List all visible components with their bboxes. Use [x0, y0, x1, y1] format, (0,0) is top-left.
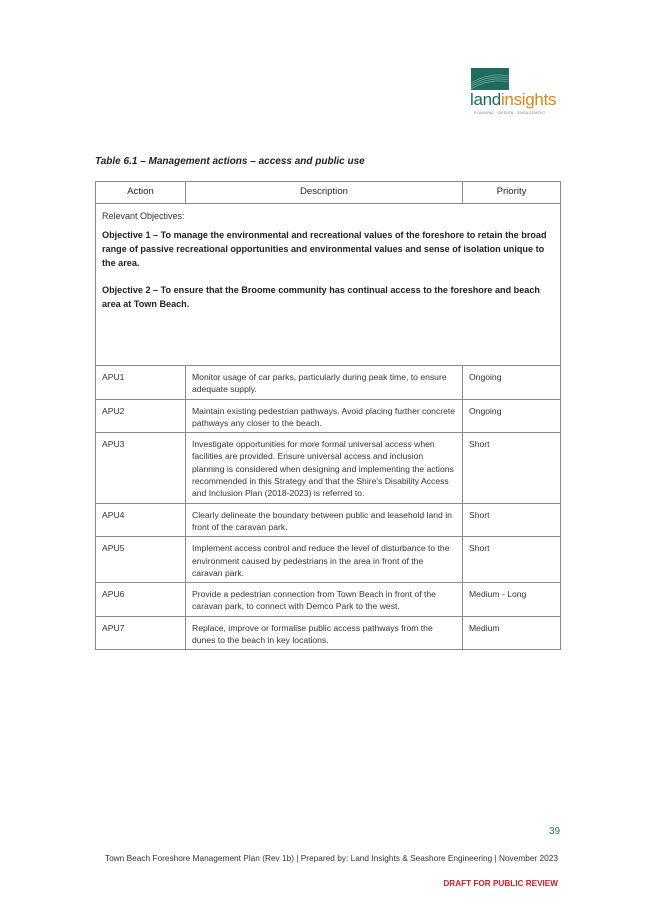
page-footer: Town Beach Foreshore Management Plan (Rev 1b) | Prepared by: Land Insights & Seashore Engineering | November 2023	[104, 853, 558, 863]
action-cell: APU1	[96, 366, 186, 400]
objective-2: Objective 2 – To ensure that the Broome community has continual access to the foreshore and beach area at Town Beach.	[102, 285, 540, 310]
description-cell: Maintain existing pedestrian pathways. Avoid placing further concrete pathways any closer to the beach.	[186, 399, 463, 433]
action-cell: APU7	[96, 616, 186, 650]
logo-wave-icon	[471, 68, 509, 90]
objectives-row	[96, 204, 561, 366]
description-cell: Replace, improve or formalise public access pathways from the dunes to the beach in key locations.	[186, 616, 463, 650]
table-header-row	[96, 182, 561, 204]
priority-cell: Medium	[463, 616, 561, 650]
priority-cell: Ongoing	[463, 366, 561, 400]
table-row	[96, 537, 561, 583]
draft-notice: DRAFT FOR PUBLIC REVIEW	[443, 879, 558, 888]
header-priority: Priority	[463, 182, 561, 204]
land-insights-logo	[468, 68, 564, 118]
objectives-cell	[96, 204, 561, 366]
description-cell: Clearly delineate the boundary between public and leasehold land in front of the caravan park.	[186, 503, 463, 537]
description-cell: Provide a pedestrian connection from Town Beach in front of the caravan park, to connect with Demco Park to the west.	[186, 583, 463, 617]
management-actions-table	[95, 181, 561, 650]
objective-1: Objective 1 – To manage the environmental and recreational values of the foreshore to retain the broad range of passive recreational opportunities and environmental values and sense of isolation unique to the area.	[102, 230, 547, 269]
priority-cell: Ongoing	[463, 399, 561, 433]
logo-tagline: PLANNING · DESIGN · ENGAGEMENT	[474, 111, 546, 115]
action-cell: APU3	[96, 433, 186, 503]
table-row	[96, 616, 561, 650]
objectives-label: Relevant Objectives:	[102, 211, 185, 221]
table-row	[96, 366, 561, 400]
priority-cell: Short	[463, 537, 561, 583]
logo-land-text: land	[470, 90, 501, 109]
table-row	[96, 583, 561, 617]
logo-insights-text: insights	[500, 90, 557, 109]
priority-cell: Medium - Long	[463, 583, 561, 617]
table-caption: Table 6.1 – Management actions – access and public use	[95, 156, 365, 167]
priority-cell: Short	[463, 503, 561, 537]
description-cell: Investigate opportunities for more formal universal access when facilities are provided. Ensure universal access and inclusion planning is considered when designing and implementing the actions recommended in this Strategy and that the Shire's Disability Access and Inclusion Plan (2018-2023) is referred to.	[186, 433, 463, 503]
table-row	[96, 433, 561, 503]
table-row	[96, 503, 561, 537]
priority-cell: Short	[463, 433, 561, 503]
page-number: 39	[549, 826, 561, 837]
table-row	[96, 399, 561, 433]
action-cell: APU6	[96, 583, 186, 617]
action-cell: APU2	[96, 399, 186, 433]
header-description: Description	[186, 182, 463, 204]
header-action: Action	[96, 182, 186, 204]
logo-wordmark	[470, 90, 556, 110]
description-cell: Implement access control and reduce the level of disturbance to the environment caused by pedestrians in the area in front of the caravan park.	[186, 537, 463, 583]
action-cell: APU4	[96, 503, 186, 537]
description-cell: Monitor usage of car parks, particularly during peak time, to ensure adequate supply.	[186, 366, 463, 400]
action-cell: APU5	[96, 537, 186, 583]
